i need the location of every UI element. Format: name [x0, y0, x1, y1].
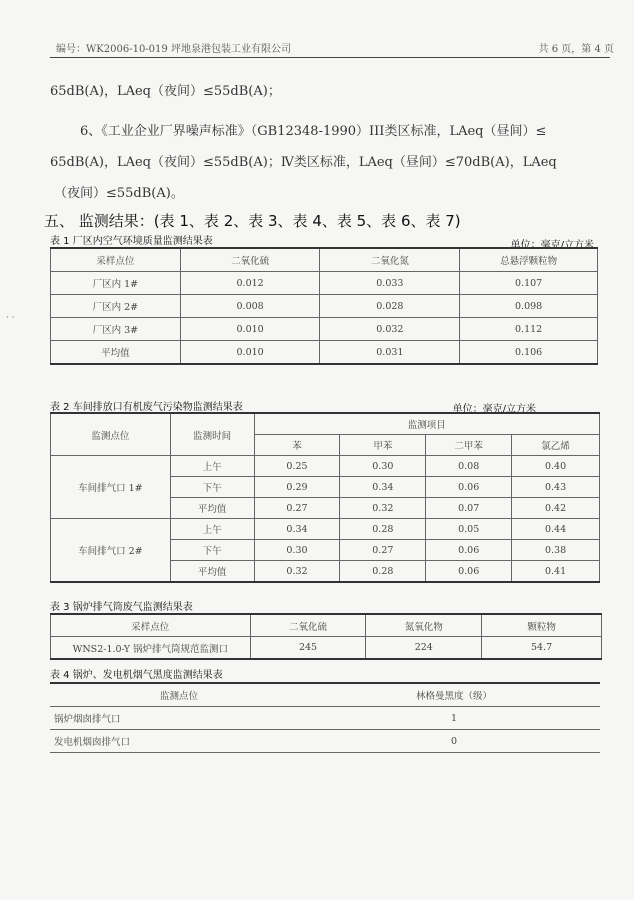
- table-cell: 0.06: [426, 477, 512, 498]
- table-cell: 224: [366, 637, 482, 660]
- table-cell: 0.028: [320, 295, 460, 318]
- header-cell: 二氧化氮: [320, 248, 460, 272]
- table-row: [51, 341, 598, 365]
- table-cell: 厂区内 3#: [51, 318, 181, 341]
- table-row: [51, 318, 598, 341]
- body-line-2: 6、《工业企业厂界噪声标准》（GB12348-1990）III类区标准，LAeq（昼间）≤: [80, 124, 547, 139]
- table-cell: 0.08: [426, 456, 512, 477]
- header-cell: 甲苯: [340, 435, 426, 456]
- header-cell: 二氧化硫: [180, 248, 320, 272]
- table-cell: 0.29: [254, 477, 340, 498]
- table-cell: 0.28: [340, 519, 426, 540]
- header-cell: 二氧化硫: [250, 614, 366, 637]
- header-cell: 林格曼黑度（级）: [308, 683, 600, 707]
- header-cell: 监测点位: [50, 683, 308, 707]
- table-cell: 0: [308, 730, 600, 753]
- table-cell: 上午: [170, 456, 254, 477]
- table2-caption: 表 2 车间排放口有机废气污染物监测结果表: [50, 402, 243, 413]
- table-row: [51, 456, 600, 477]
- body-line-1: 65dB(A)，LAeq（夜间）≤55dB(A)；: [50, 84, 281, 99]
- table-cell: 平均值: [170, 561, 254, 583]
- table1-caption: 表 1 厂区内空气环境质量监测结果表: [50, 236, 213, 247]
- table-cell: 0.05: [426, 519, 512, 540]
- table1: [50, 247, 598, 365]
- table-cell: 0.30: [340, 456, 426, 477]
- table-cell: 0.40: [512, 456, 600, 477]
- header-cell: 二甲苯: [426, 435, 512, 456]
- table-cell: 0.32: [254, 561, 340, 583]
- header-cell: 氯乙烯: [512, 435, 600, 456]
- header-left-text: 编号：WK2006-10-019 坪地泉港包装工业有限公司: [56, 44, 291, 55]
- table-cell: 0.06: [426, 561, 512, 583]
- header-cell: 颗粒物: [482, 614, 602, 637]
- header-divider: [50, 57, 610, 58]
- table-cell: 上午: [170, 519, 254, 540]
- section-title: 五、 监测结果：(表 1、表 2、表 3、表 4、表 5、表 6、表 7): [44, 212, 461, 230]
- header-cell: 监测点位: [51, 413, 171, 456]
- table-cell: 54.7: [482, 637, 602, 660]
- table3: [50, 613, 602, 660]
- table-cell: 0.06: [426, 540, 512, 561]
- table-header-row: [50, 683, 600, 707]
- table-cell: 0.32: [340, 498, 426, 519]
- table-header-row: [51, 413, 600, 435]
- table-cell: 0.44: [512, 519, 600, 540]
- table-cell: 0.38: [512, 540, 600, 561]
- table-cell: 下午: [170, 477, 254, 498]
- header-cell: 总悬浮颗粒物: [460, 248, 598, 272]
- header-page-count: 共 6 页，第 4 页: [538, 44, 614, 55]
- table-cell: 厂区内 2#: [51, 295, 181, 318]
- table-cell: WNS2-1.0-Y 锅炉排气筒规范监测口: [51, 637, 251, 660]
- table-cell: 车间排气口 1#: [51, 456, 171, 519]
- table-cell: 0.27: [254, 498, 340, 519]
- table1-unit: 单位：毫克/立方米: [510, 240, 594, 251]
- table-header-row: [51, 614, 602, 637]
- table-cell: 0.032: [320, 318, 460, 341]
- header-cell: 监测时间: [170, 413, 254, 456]
- table-cell: 发电机烟囱排气口: [50, 730, 308, 753]
- table3-caption: 表 3 锅炉排气筒废气监测结果表: [50, 602, 193, 613]
- table-cell: 0.012: [180, 272, 320, 295]
- table-cell: 0.43: [512, 477, 600, 498]
- table2: [50, 412, 600, 583]
- table-cell: 0.25: [254, 456, 340, 477]
- table2-unit: 单位：毫克/立方米: [452, 404, 536, 415]
- table-cell: 0.008: [180, 295, 320, 318]
- page-header: [56, 40, 614, 58]
- table-cell: 0.106: [460, 341, 598, 365]
- header-cell: 监测项目: [254, 413, 599, 435]
- table-cell: 0.34: [340, 477, 426, 498]
- table-header-row: [51, 248, 598, 272]
- table-cell: 0.033: [320, 272, 460, 295]
- header-cell: 采样点位: [51, 248, 181, 272]
- header-cell: 苯: [254, 435, 340, 456]
- table-row: [50, 707, 600, 730]
- table-cell: 0.031: [320, 341, 460, 365]
- table-cell: 0.098: [460, 295, 598, 318]
- table-cell: 0.34: [254, 519, 340, 540]
- table-cell: 0.112: [460, 318, 598, 341]
- table-cell: 车间排气口 2#: [51, 519, 171, 583]
- table-cell: 锅炉烟囱排气口: [50, 707, 308, 730]
- table-cell: 0.30: [254, 540, 340, 561]
- table-cell: 0.010: [180, 318, 320, 341]
- table-cell: 1: [308, 707, 600, 730]
- table-cell: 0.28: [340, 561, 426, 583]
- table4-caption: 表 4 锅炉、发电机烟气黑度监测结果表: [50, 670, 223, 681]
- header-cell: 采样点位: [51, 614, 251, 637]
- table-cell: 0.42: [512, 498, 600, 519]
- table-cell: 0.41: [512, 561, 600, 583]
- table-cell: 厂区内 1#: [51, 272, 181, 295]
- table4: [50, 682, 600, 753]
- table-cell: 245: [250, 637, 366, 660]
- body-line-4: （夜间）≤55dB(A)。: [54, 186, 184, 201]
- table-cell: 下午: [170, 540, 254, 561]
- body-line-3: 65dB(A)，LAeq（夜间）≤55dB(A)；Ⅳ类区标准，LAeq（昼间）≤70dB(A)，LAeq: [50, 155, 557, 170]
- table-cell: 平均值: [51, 341, 181, 365]
- table-cell: 0.27: [340, 540, 426, 561]
- table-cell: 平均值: [170, 498, 254, 519]
- table-cell: 0.07: [426, 498, 512, 519]
- header-cell: 氮氧化物: [366, 614, 482, 637]
- table-row: [51, 295, 598, 318]
- table-row: [50, 730, 600, 753]
- table-row: [51, 272, 598, 295]
- table-cell: 0.010: [180, 341, 320, 365]
- table-row: [51, 519, 600, 540]
- margin-mark: · ·: [6, 313, 15, 323]
- table-cell: 0.107: [460, 272, 598, 295]
- table-row: [51, 637, 602, 660]
